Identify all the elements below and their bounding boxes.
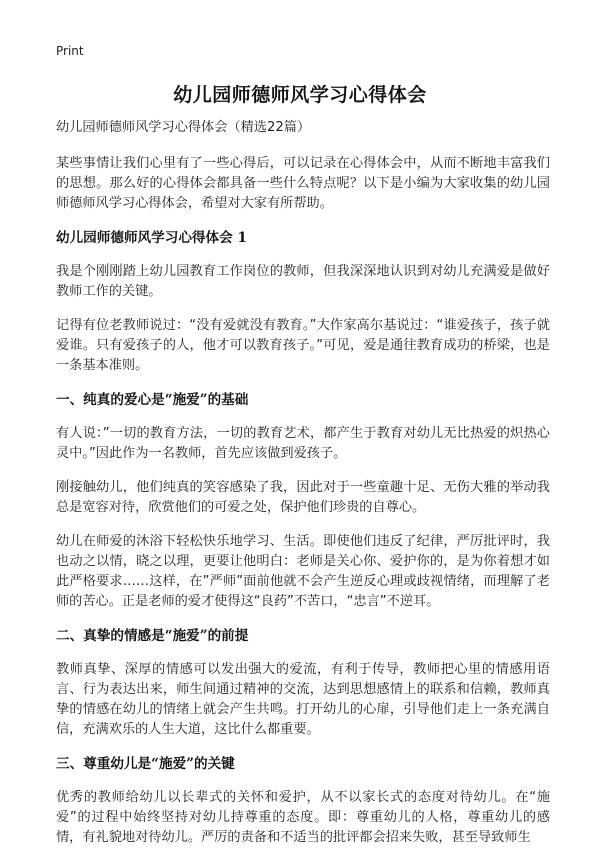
article-subtitle: 幼儿园师德师风学习心得体会（精选22篇） [56, 120, 311, 135]
paragraph-4: 刚接触幼儿，他们纯真的笑容感染了我，因此对于一些童趣十足、无伤大雅的举动我总是宽容对待，欣赏他们的可爱之处，保护他们珍贵的自尊心。 [56, 480, 550, 515]
paragraph-5: 幼儿在师爱的沐浴下轻松快乐地学习、生活。即使他们违反了纪律，严厉批评时，我也动之以情，晓之以理，更要让他明白：老师是关心你、爱护你的，是为你着想才如此严格要求……这样，在”严师”面前他就不会产生逆反心理或歧视情绪，而理解了老师的苦心。正是老师的爱才使得这“良药”不苦口，“忠言”不逆耳。 [56, 534, 550, 609]
print-link[interactable]: Print [56, 44, 84, 58]
paragraph-3: 有人说：”一切的教育方法，一切的教育艺术，都产生于教育对幼儿无比热爱的炽热心灵中。”因此作为一名教师，首先应该做到爱孩子。 [56, 426, 550, 461]
article-heading: 幼儿园师德师风学习心得体会 1 [56, 230, 247, 246]
section-2-heading: 二、真挚的情感是“施爱”的前提 [56, 628, 249, 644]
page-title: 幼儿园师德师风学习心得体会 [173, 84, 427, 106]
paragraph-6: 教师真挚、深厚的情感可以发出强大的爱流，有利于传导，教师把心里的情感用语言、行为表达出来，师生间通过精神的交流，达到思想感情上的联系和信赖，教师真挚的情感在幼儿的情绪上就会产生共鸣。打开幼儿的心扉，引导他们走上一条充满自信，充满欢乐的人生大道，这比什么都重要。 [56, 662, 550, 737]
section-1-heading: 一、纯真的爱心是“施爱”的基础 [56, 392, 249, 408]
section-3-heading: 三、尊重幼儿是“施爱”的关键 [56, 756, 235, 772]
intro-paragraph: 某些事情让我们心里有了一些心得后，可以记录在心得体会中，从而不断地丰富我们的思想。那么好的心得体会都具备一些什么特点呢？以下是小编为大家收集的幼儿园师德师风学习心得体会，希望对大家有所帮助。 [56, 156, 550, 211]
paragraph-2: 记得有位老教师说过：“没有爱就没有教育。”大作家高尔基说过：“谁爱孩子，孩子就爱谁。只有爱孩子的人，他才可以教育孩子。”可见，爱是通往教育成功的桥梁，也是一条基本准则。 [56, 318, 550, 373]
article-body [56, 118, 550, 862]
paragraph-1: 我是个刚刚踏上幼儿园教育工作岗位的教师，但我深深地认识到对幼儿充满爱是做好教师工作的关键。 [56, 264, 550, 299]
paragraph-7: 优秀的教师给幼儿以长辈式的关怀和爱护，从不以家长式的态度对待幼儿。在“施爱”的过程中始终坚持对幼儿持尊重的态度。即：尊重幼儿的人格，尊重幼儿的感情，有礼貌地对待幼儿。严厉的责备和不适当的批评都会招来失败，甚至导致师生 [56, 790, 550, 845]
